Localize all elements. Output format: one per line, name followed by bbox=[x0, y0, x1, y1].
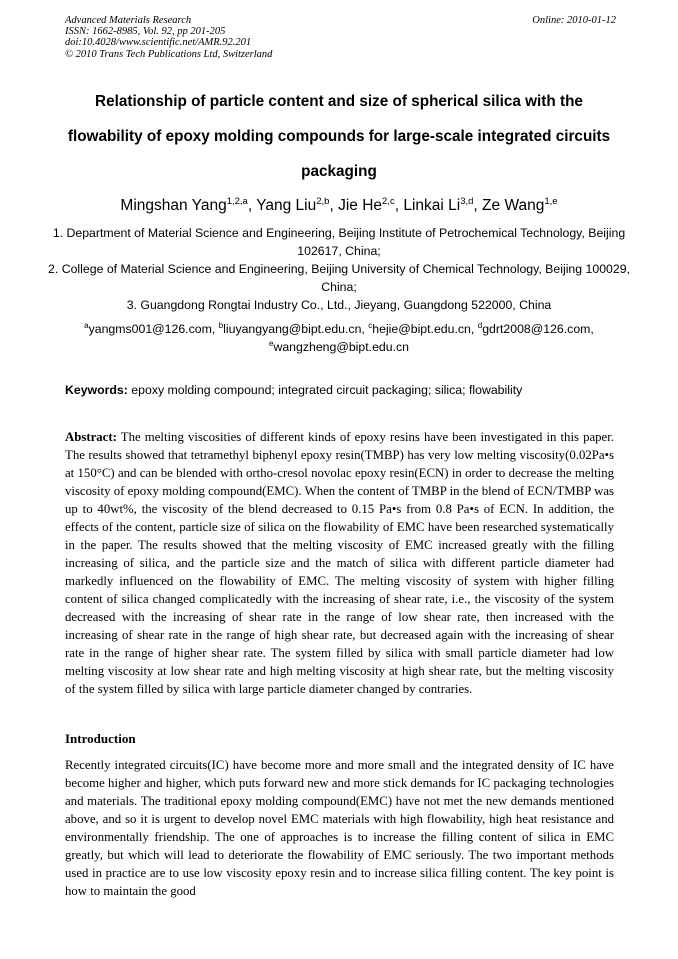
section-heading-introduction: Introduction bbox=[65, 731, 136, 746]
author-affil-sup: 2,b bbox=[316, 196, 330, 207]
author-affil-sup: 2,c bbox=[382, 196, 395, 207]
affiliation-list bbox=[40, 224, 638, 314]
email-address[interactable]: gdrt2008@126.com bbox=[482, 322, 591, 336]
paper-title: Relationship of particle content and size of spherical silica with the flowability of epoxy molding compounds for large-scale integrated circuits packaging bbox=[67, 93, 611, 180]
affiliation: 1. Department of Material Science and Engineering, Beijing Institute of Petrochemical Technology, Beijing 102617, China; bbox=[52, 226, 626, 258]
author-name: Mingshan Yang bbox=[120, 197, 227, 214]
email-address[interactable]: yangms001@126.com bbox=[88, 322, 212, 336]
affiliation: 2. College of Material Science and Engineering, Beijing University of Chemical Technology, Beijing 100029, China; bbox=[48, 262, 630, 294]
email-address[interactable]: hejie@bipt.edu.cn bbox=[372, 322, 471, 336]
email-list: $^a$yangms001@126.com, $^b$liuyangyang@bipt.edu.cn, $^c$hejie@bipt.edu.cn, $^d$gdrt2008@126.com, $^e$wangzheng@bipt.edu.cn bbox=[84, 321, 594, 354]
journal-header bbox=[65, 15, 272, 60]
doi-line[interactable]: doi:10.4028/www.scientific.net/AMR.92.201 bbox=[65, 37, 252, 49]
online-date: Online: 2010-01-12 bbox=[532, 15, 616, 26]
copyright-line: © 2010 Trans Tech Publications Ltd, Switzerland bbox=[65, 48, 273, 60]
author-affil-sup: 1,2,a bbox=[226, 196, 248, 207]
author-affil-sup: 3,d bbox=[460, 196, 474, 207]
email-sup: a bbox=[84, 321, 89, 330]
email-sup: d bbox=[477, 321, 483, 330]
author-name: Linkai Li bbox=[403, 197, 461, 214]
email-address[interactable]: wangzheng@bipt.edu.cn bbox=[273, 340, 409, 354]
introduction-paragraph: Recently integrated circuits(IC) have become more and more small and the integrated density of IC have become higher and higher, which puts forward new and more stick demands for IC packaging technologies and materials. The traditional epoxy molding compound(EMC) have not met the new demands mentioned above, and so it is urgent to develop novel EMC materials with high flowability, high heat resistance and environmentally friendship. The one of approaches is to increase the filling content of silica in EMC greatly, but which will lead to deteriorate the flowability of EMC seriously. The two important methods used in practice are to use low viscosity epoxy resin and to increase silica filling content. The key point is how to maintain the good bbox=[65, 758, 614, 898]
email-sup: e bbox=[268, 339, 274, 348]
abstract-text: The melting viscosities of different kinds of epoxy resins have been investigated in this paper. The results showed that tetramethyl biphenyl epoxy resin(TMBP) has very low melting viscosity(0.02Pa•s at 150°C) and can be blended with ortho-cresol novolac epoxy resin(ECN) in order to decrease the melting viscosity of epoxy molding compound(EMC). When the content of TMBP in the blend of ECN/TMBP was up to 40wt%, the viscosity of the blend decreased to 0.15 Pa•s from 0.8 Pa•s of ECN. In addition, the effects of the content, particle size of silica on the flowability of EMC have been researched systematically in the paper. The results showed that the melting viscosity of EMC increased greatly with the filling increasing of silica, and the particle size and the match of silica with different particle diameter had markedly influenced on the flowability of EMC. The melting viscosity of system with higher filling content of silica changed complicatedly with the increasing of shear rate, i.e., the viscosity of the system decreased with the increasing of shear rate in the range of low shear rate, then increased with the increasing of shear rate in the range of high shear rate, but decreased again with the increasing of shear rate in the range of higher shear rate. The system filled by silica with small particle diameter had low melting viscosity at low shear rate and high melting viscosity at high shear rate, but the melting viscosity of the system filled by silica with large particle diameter changed by contraries. bbox=[65, 430, 614, 696]
email-sup: b bbox=[218, 321, 224, 330]
author-list: Mingshan Yang$^{1,2,a}$, Yang Liu$^{2,b}$, Jie He$^{2,c}$, Linkai Li$^{3,d}$, Ze Wang$^{1,e}$ bbox=[120, 196, 558, 214]
journal-name: Advanced Materials Research bbox=[65, 15, 192, 26]
keywords-label: Keywords: bbox=[65, 383, 128, 397]
keywords-text: epoxy molding compound; integrated circuit packaging; silica; flowability bbox=[131, 383, 523, 397]
abstract bbox=[65, 428, 614, 698]
author-affil-sup: 1,e bbox=[544, 196, 558, 207]
author-name: Jie He bbox=[338, 197, 383, 214]
keywords bbox=[65, 381, 625, 399]
issn-line: ISSN: 1662-8985, Vol. 92, pp 201-205 bbox=[65, 26, 226, 38]
email-address[interactable]: liuyangyang@bipt.edu.cn bbox=[223, 322, 362, 336]
abstract-label: Abstract: bbox=[65, 430, 117, 444]
author-name: Ze Wang bbox=[482, 197, 545, 214]
email-sup: c bbox=[368, 321, 373, 330]
author-name: Yang Liu bbox=[256, 197, 317, 214]
affiliation: 3. Guangdong Rongtai Industry Co., Ltd., Jieyang, Guangdong 522000, China bbox=[126, 298, 552, 312]
